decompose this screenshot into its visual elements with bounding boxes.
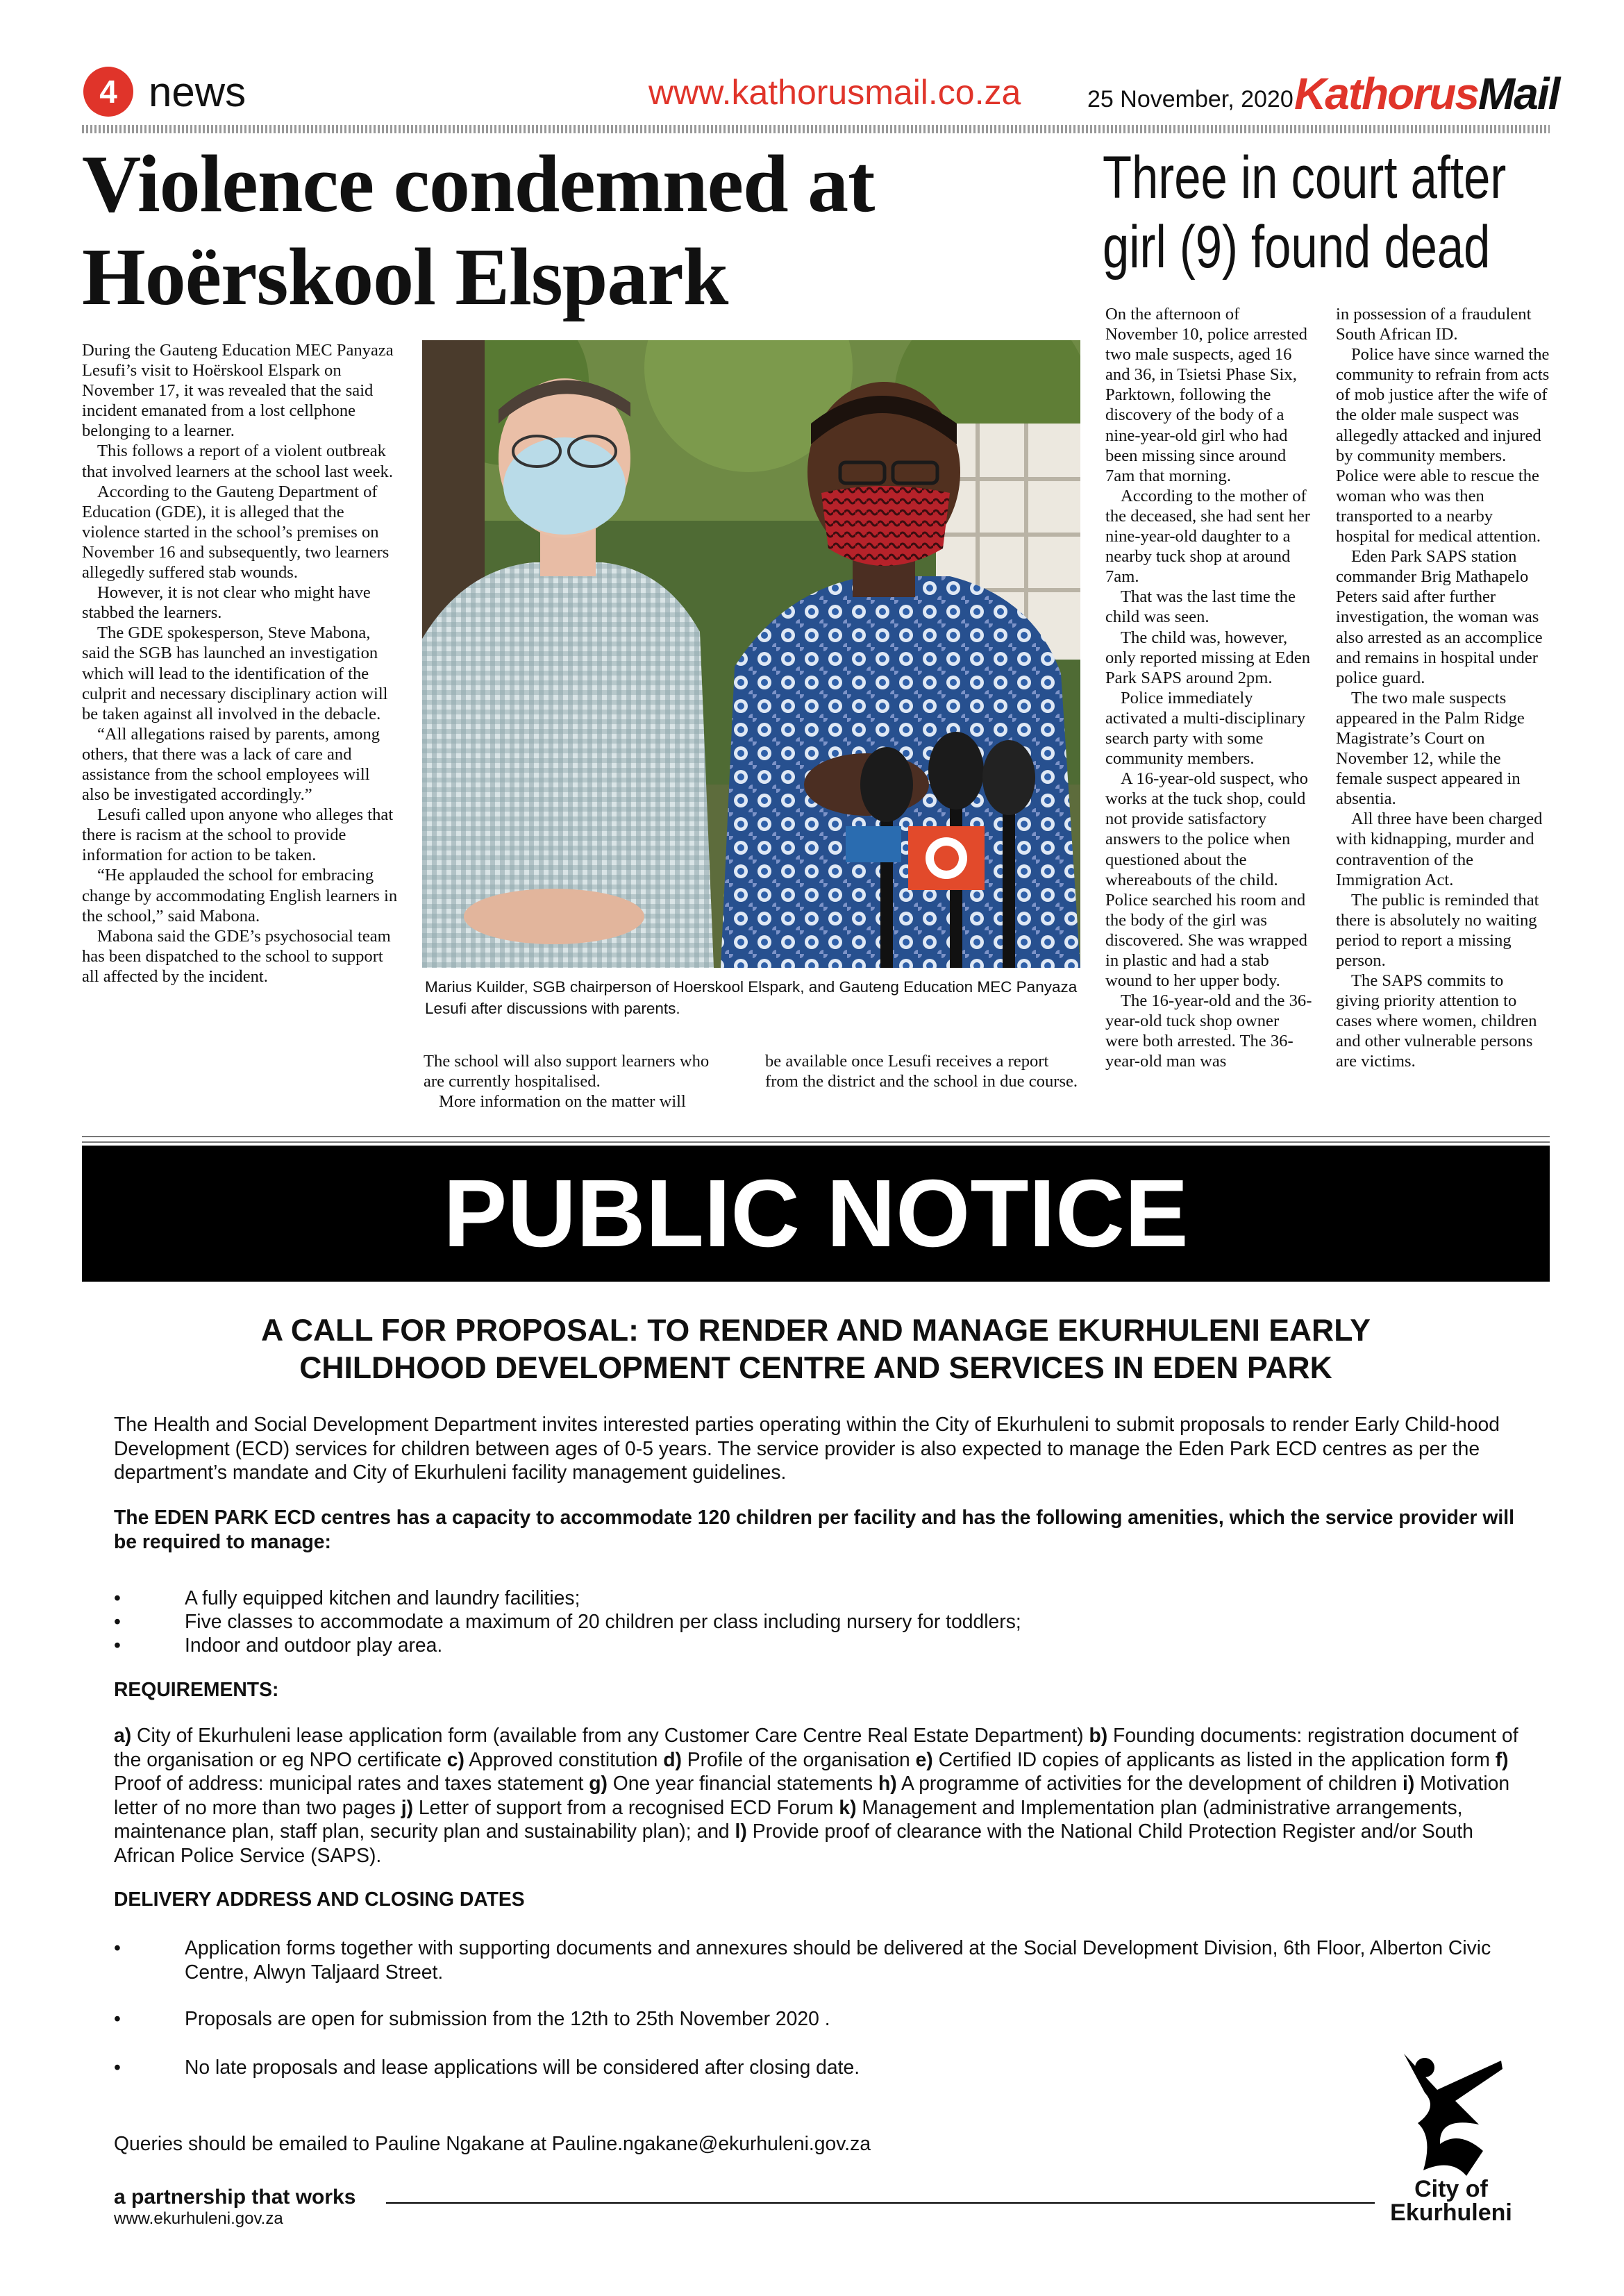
article-headline-left bbox=[82, 137, 1082, 324]
paragraph: The school will also support learners who are currently hospitalised. bbox=[424, 1052, 710, 1091]
req-text: Management and Implementation plan (administrative arrangements, maintenance plan, staff plan, security plan and sustainability plan); and bbox=[114, 1795, 1463, 1842]
headline-line: girl (9) found dead bbox=[1103, 214, 1491, 280]
req-label: a) bbox=[114, 1724, 132, 1746]
list-item-text: A fully equipped kitchen and laundry facilities; bbox=[185, 1586, 580, 1609]
masthead-part1: Kathorus bbox=[1294, 69, 1478, 119]
notice-heading-line: A CALL FOR PROPOSAL: TO RENDER AND MANAGE EKURHULENI EARLY bbox=[261, 1314, 1371, 1348]
masthead-part2: Mail bbox=[1477, 69, 1559, 119]
list-item-text: No late proposals and lease applications will be considered after closing date. bbox=[185, 2056, 860, 2078]
req-label: f) bbox=[1495, 1748, 1509, 1770]
req-text: Proof of address: municipal rates and taxes statement bbox=[114, 1772, 589, 1794]
paragraph: The two male suspects appeared in the Palm Ridge Magistrate’s Court on November 12, while the female suspect appeared in absentia. bbox=[1336, 688, 1525, 809]
req-text: Letter of support from a recognised ECD Forum bbox=[413, 1795, 839, 1818]
paragraph: The public is reminded that there is absolutely no waiting period to report a missing person. bbox=[1336, 890, 1539, 970]
city-of-ekurhuleni-logo-icon bbox=[1397, 2047, 1508, 2179]
list-item-text: Five classes to accommodate a maximum of 20 children per class including nursery for toddlers; bbox=[185, 1610, 1021, 1632]
article-left-column-2 bbox=[424, 1051, 722, 1112]
req-label: d) bbox=[663, 1748, 682, 1770]
req-label: b) bbox=[1089, 1724, 1108, 1746]
paragraph: The 16-year-old and the 36-year-old tuck shop owner were both arrested. The 36-year-old man was bbox=[1105, 991, 1312, 1071]
req-label: l) bbox=[735, 1820, 747, 1842]
req-label: j) bbox=[401, 1795, 413, 1818]
paragraph: The child was, however, only reported missing at Eden Park SAPS around 2pm. bbox=[1105, 628, 1311, 687]
paragraph: Eden Park SAPS station commander Brig Mathapelo Peters said after further investigation, the woman was also arrested as an accomplice and remains in hospital under police guard. bbox=[1336, 547, 1543, 687]
paragraph: Mabona said the GDE’s psychosocial team has been dispatched to the school to support all affected by the incident. bbox=[82, 926, 391, 986]
queries-contact: Queries should be emailed to Pauline Ngakane at Pauline.ngakane@ekurhuleni.gov.za bbox=[114, 2132, 871, 2154]
list-item-text: Application forms together with supporting documents and annexures should be delivered at the Social Development Division, 6th Floor, Alberton Civic Centre, Alwyn Taljaard Street. bbox=[185, 1936, 1491, 1983]
req-label: e) bbox=[915, 1748, 933, 1770]
paragraph: During the Gauteng Education MEC Panyaza Lesufi’s visit to Hoërskool Elspark on November 17, it was revealed that the said incident emanated from a lost cellphone belonging to a learner. bbox=[82, 341, 394, 441]
headline-line: Three in court after bbox=[1103, 144, 1507, 211]
bullet-icon: • bbox=[114, 1610, 121, 1632]
bullet-icon: • bbox=[114, 2056, 121, 2078]
section-label: news bbox=[149, 69, 246, 115]
photo-caption: Marius Kuilder, SGB chairperson of Hoerskool Elspark, and Gauteng Education MEC Panyaza Lesufi after discussions with parents. bbox=[425, 978, 1078, 1017]
req-text: Motivation letter of no more than two pages bbox=[114, 1772, 1510, 1818]
req-text: Certified ID copies of applicants as listed in the application form bbox=[932, 1748, 1496, 1770]
article-right-column-1 bbox=[1105, 304, 1314, 1072]
requirements-text bbox=[114, 1723, 1523, 1867]
paragraph: be available once Lesufi receives a report from the district and the school in due course. bbox=[765, 1052, 1078, 1091]
req-text: Provide proof of clearance with the National Child Protection Register and/or South African Police Service (SAPS). bbox=[114, 1820, 1473, 1866]
req-label: i) bbox=[1402, 1772, 1415, 1794]
issue-date: 25 November, 2020 bbox=[1087, 86, 1294, 112]
req-text: City of Ekurhuleni lease application form (available from any Customer Care Centre Real Estate Department) bbox=[131, 1724, 1089, 1746]
footer-website-link[interactable]: www.ekurhuleni.gov.za bbox=[114, 2209, 283, 2228]
footer-tagline: a partnership that works bbox=[114, 2186, 356, 2209]
paragraph: This follows a report of a violent outbreak that involved learners at the school last week. bbox=[82, 442, 394, 481]
article-headline-right bbox=[1103, 143, 1507, 282]
article-photo bbox=[422, 340, 1080, 968]
req-text: A programme of activities for the development of children bbox=[896, 1772, 1403, 1794]
footer-divider bbox=[386, 2202, 1375, 2204]
req-text: One year financial statements bbox=[607, 1772, 878, 1794]
req-label: h) bbox=[878, 1772, 897, 1794]
paragraph: Police have since warned the community to refrain from acts of mob justice after the wife of the older male suspect was allegedly attacked and injured by community members. Police were able to rescue the woman who was then transported to a nearby hospital for medical attention. bbox=[1336, 345, 1550, 546]
paragraph: The SAPS commits to giving priority attention to cases where women, children and other vulnerable persons are victims. bbox=[1336, 971, 1537, 1071]
paragraph: A 16-year-old suspect, who works at the tuck shop, could not provide satisfactory answers to the police when questioned about the whereabouts of the child. Police searched his room and the body of the girl was discovered. She was wrapped in plastic and had a stab wound to her upper body. bbox=[1105, 769, 1308, 991]
req-label: g) bbox=[589, 1772, 608, 1794]
notice-heading-line: CHILDHOOD DEVELOPMENT CENTRE AND SERVICES IN EDEN PARK bbox=[299, 1351, 1332, 1385]
paragraph: “All allegations raised by parents, among others, that there was a lack of care and assistance from the school employees will also be investigated accordingly.” bbox=[82, 724, 380, 805]
bullet-icon: • bbox=[114, 1936, 121, 1959]
paragraph: However, it is not clear who might have stabbed the learners. bbox=[82, 583, 371, 623]
article-divider bbox=[82, 1136, 1550, 1143]
page-number-badge: 4 bbox=[83, 67, 133, 117]
article-left-column-1 bbox=[82, 340, 401, 987]
requirements-heading: REQUIREMENTS: bbox=[114, 1678, 279, 1700]
paragraph: All three have been charged with kidnapping, murder and contravention of the Immigration Act. bbox=[1336, 810, 1543, 889]
city-of-ekurhuleni-wordmark bbox=[1382, 2177, 1521, 2224]
website-link[interactable]: www.kathorusmail.co.za bbox=[648, 73, 1021, 112]
masthead-logo bbox=[1294, 68, 1559, 119]
paragraph: That was the last time the child was seen. bbox=[1105, 587, 1296, 627]
delivery-heading: DELIVERY ADDRESS AND CLOSING DATES bbox=[114, 1888, 525, 1910]
notice-intro: The Health and Social Development Department invites interested parties operating within the City of Ekurhuleni to submit proposals to render Early Child-hood Development (ECD) services for children between ages of 0-5 years. The service provider is also expected to manage the Eden Park ECD centres as per the department’s mandate and City of Ekurhuleni facility management guidelines. bbox=[114, 1413, 1500, 1483]
public-notice-banner: PUBLIC NOTICE bbox=[82, 1146, 1550, 1282]
paragraph: More information on the matter will bbox=[439, 1092, 686, 1112]
bullet-icon: • bbox=[114, 1634, 121, 1656]
req-text: Founding documents: registration document of the organisation or eg NPO certificate bbox=[114, 1724, 1518, 1770]
paragraph: On the afternoon of November 10, police arrested two male suspects, aged 16 and 36, in Tsietsi Phase Six, Parktown, following the discovery of the body of a nine-year-old girl who had been missing since around 7am that morning. bbox=[1105, 305, 1307, 485]
logo-line: Ekurhuleni bbox=[1390, 2199, 1512, 2226]
req-text: Profile of the organisation bbox=[681, 1748, 916, 1770]
req-label: c) bbox=[446, 1748, 464, 1770]
bullet-icon: • bbox=[114, 1586, 121, 1609]
notice-heading bbox=[97, 1312, 1534, 1387]
paragraph: Police immediately activated a multi-disciplinary search party with some community members. bbox=[1105, 688, 1306, 769]
list-item-text: Proposals are open for submission from the 12th to 25th November 2020 . bbox=[185, 2007, 830, 2029]
article-left-column-3 bbox=[765, 1051, 1080, 1091]
headline-line: Hoërskool Elspark bbox=[82, 231, 728, 322]
headline-line: Violence condemned at bbox=[82, 138, 875, 229]
article-right-column-2 bbox=[1336, 304, 1550, 1072]
header-divider bbox=[82, 125, 1550, 133]
paragraph: “He applauded the school for embracing change by accommodating English learners in the school,” said Mabona. bbox=[82, 866, 398, 925]
paragraph: in possession of a fraudulent South African ID. bbox=[1336, 305, 1532, 344]
logo-line: City of bbox=[1414, 2176, 1488, 2202]
paragraph: Lesufi called upon anyone who alleges that there is racism at the school to provide information for action to be taken. bbox=[82, 805, 394, 865]
paragraph: According to the Gauteng Department of Education (GDE), it is alleged that the violence started in the school’s premises on November 16 and subsequently, two learners allegedly suffered stab wounds. bbox=[82, 482, 390, 583]
req-label: k) bbox=[839, 1795, 857, 1818]
bullet-icon: • bbox=[114, 2007, 121, 2029]
notice-capacity: The EDEN PARK ECD centres has a capacity to accommodate 120 children per facility and has the following amenities, which the service provider will be required to manage: bbox=[114, 1506, 1515, 1552]
list-item-text: Indoor and outdoor play area. bbox=[185, 1634, 443, 1656]
req-text: Approved constitution bbox=[464, 1748, 664, 1770]
paragraph: The GDE spokesperson, Steve Mabona, said the SGB has launched an investigation which will lead to the identification of the culprit and necessary disciplinary action will be taken against all involved in the debacle. bbox=[82, 623, 388, 723]
paragraph: According to the mother of the deceased, she had sent her nine-year-old daughter to a nearby tuck shop at around 7am. bbox=[1105, 486, 1310, 587]
